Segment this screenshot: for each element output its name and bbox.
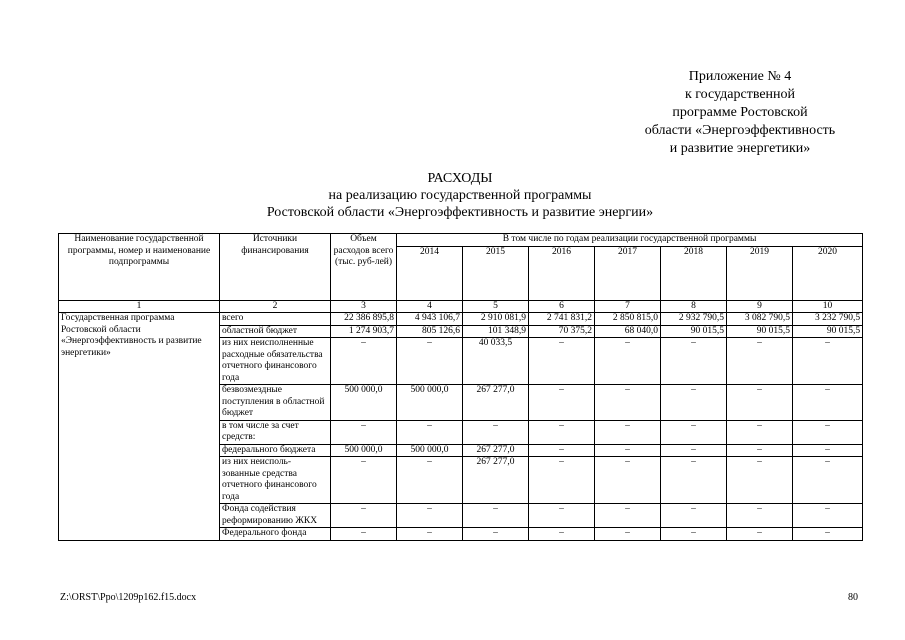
header-name: Наименование государственной программы, номер и наименование подпрограммы	[59, 234, 220, 301]
value-cell: –	[529, 504, 595, 528]
col-number: 6	[529, 300, 595, 313]
value-cell: 2 932 790,5	[661, 313, 727, 326]
col-number: 4	[397, 300, 463, 313]
value-cell: –	[661, 385, 727, 421]
appendix-line: программе Ростовской	[672, 105, 808, 120]
value-cell: 101 348,9	[463, 325, 529, 338]
appendix-line: к государственной	[684, 87, 796, 102]
value-cell: –	[727, 444, 793, 457]
value-cell: –	[661, 338, 727, 385]
col-number: 1	[59, 300, 220, 313]
value-cell: –	[793, 420, 863, 444]
header-source: Источники финансирования	[220, 234, 331, 301]
value-cell: –	[661, 420, 727, 444]
value-cell: –	[529, 457, 595, 504]
value-cell: 3 232 790,5	[793, 313, 863, 326]
value-cell: 2 850 815,0	[595, 313, 661, 326]
value-cell: 267 277,0	[463, 457, 529, 504]
value-cell: 4 943 106,7	[397, 313, 463, 326]
header-by-years: В том числе по годам реализации государственной программы	[397, 234, 863, 247]
value-cell: –	[595, 444, 661, 457]
expenses-table	[58, 233, 863, 541]
value-cell: –	[727, 420, 793, 444]
value-cell: –	[331, 457, 397, 504]
value-cell: –	[529, 444, 595, 457]
value-cell: 1 274 903,7	[331, 325, 397, 338]
value-cell: –	[727, 385, 793, 421]
value-cell: –	[529, 420, 595, 444]
col-number: 9	[727, 300, 793, 313]
value-cell: –	[529, 338, 595, 385]
value-cell: 2 910 081,9	[463, 313, 529, 326]
value-cell: 500 000,0	[331, 385, 397, 421]
value-cell: –	[331, 420, 397, 444]
value-cell: 500 000,0	[397, 385, 463, 421]
value-cell: 70 375,2	[529, 325, 595, 338]
value-cell: –	[793, 528, 863, 541]
header-year: 2014	[397, 246, 463, 300]
col-number: 8	[661, 300, 727, 313]
appendix-block	[625, 68, 855, 158]
value-cell: –	[661, 457, 727, 504]
appendix-line: Приложение № 4	[688, 69, 792, 84]
appendix-line: и развитие энергетики»	[669, 141, 811, 156]
title-line: Ростовской области «Энергоэффективность и развитие энергии»	[266, 205, 654, 220]
value-cell: –	[661, 504, 727, 528]
page-number: 80	[848, 592, 858, 603]
value-cell: –	[595, 385, 661, 421]
value-cell: 3 082 790,5	[727, 313, 793, 326]
value-cell: 2 741 831,2	[529, 313, 595, 326]
value-cell: –	[397, 528, 463, 541]
value-cell: –	[397, 504, 463, 528]
value-cell: –	[595, 420, 661, 444]
value-cell: –	[463, 528, 529, 541]
header-year: 2017	[595, 246, 661, 300]
col-number: 2	[220, 300, 331, 313]
value-cell: –	[727, 457, 793, 504]
value-cell: 267 277,0	[463, 385, 529, 421]
footer-file-path: Z:\ORST\Ppo\1209p162.f15.docx	[60, 592, 197, 603]
source-cell: областной бюджет	[220, 325, 331, 338]
source-cell: всего	[220, 313, 331, 326]
source-cell: Федерального фонда	[220, 528, 331, 541]
value-cell: 500 000,0	[331, 444, 397, 457]
value-cell: –	[595, 457, 661, 504]
value-cell: 68 040,0	[595, 325, 661, 338]
value-cell: –	[661, 528, 727, 541]
value-cell: –	[397, 457, 463, 504]
source-cell: безвозмездные поступления в областной бюджет	[220, 385, 331, 421]
value-cell: 90 015,5	[661, 325, 727, 338]
value-cell: –	[793, 504, 863, 528]
value-cell: –	[529, 385, 595, 421]
value-cell: –	[331, 504, 397, 528]
value-cell: 500 000,0	[397, 444, 463, 457]
col-number: 5	[463, 300, 529, 313]
value-cell: 267 277,0	[463, 444, 529, 457]
value-cell: –	[397, 420, 463, 444]
header-volume: Объем расходов всего (тыс. руб-лей)	[331, 234, 397, 301]
column-number-row	[59, 300, 863, 313]
header-year: 2015	[463, 246, 529, 300]
value-cell: –	[595, 338, 661, 385]
source-cell: в том числе за счет средств:	[220, 420, 331, 444]
value-cell: –	[463, 420, 529, 444]
col-number: 3	[331, 300, 397, 313]
value-cell: –	[331, 528, 397, 541]
value-cell: –	[661, 444, 727, 457]
appendix-line: области «Энергоэффективность	[644, 123, 836, 138]
value-cell: –	[595, 528, 661, 541]
source-cell: из них неисполь-зованные средства отчетного финансового года	[220, 457, 331, 504]
value-cell: 90 015,5	[727, 325, 793, 338]
value-cell: –	[727, 338, 793, 385]
value-cell: –	[595, 504, 661, 528]
value-cell: –	[331, 338, 397, 385]
value-cell: 40 033,5	[463, 338, 529, 385]
title-line: на реализацию государственной программы	[328, 188, 592, 203]
table-row	[59, 313, 863, 326]
col-number: 10	[793, 300, 863, 313]
value-cell: 22 386 895,8	[331, 313, 397, 326]
header-year: 2016	[529, 246, 595, 300]
value-cell: –	[793, 338, 863, 385]
value-cell: 805 126,6	[397, 325, 463, 338]
document-title	[0, 170, 905, 221]
header-year: 2018	[661, 246, 727, 300]
value-cell: –	[793, 385, 863, 421]
source-cell: федерального бюджета	[220, 444, 331, 457]
header-year: 2019	[727, 246, 793, 300]
value-cell: –	[397, 338, 463, 385]
value-cell: –	[463, 504, 529, 528]
value-cell: 90 015,5	[793, 325, 863, 338]
value-cell: –	[727, 504, 793, 528]
value-cell: –	[727, 528, 793, 541]
value-cell: –	[793, 457, 863, 504]
program-name-cell: Государственная программа Ростовской области «Энергоэффективность и развитие энергетики»	[59, 313, 220, 541]
col-number: 7	[595, 300, 661, 313]
source-cell: Фонда содействия реформированию ЖКХ	[220, 504, 331, 528]
value-cell: –	[529, 528, 595, 541]
header-year: 2020	[793, 246, 863, 300]
source-cell: из них неисполненные расходные обязательства отчетного финансового года	[220, 338, 331, 385]
value-cell: –	[793, 444, 863, 457]
title-line: РАСХОДЫ	[427, 171, 493, 186]
